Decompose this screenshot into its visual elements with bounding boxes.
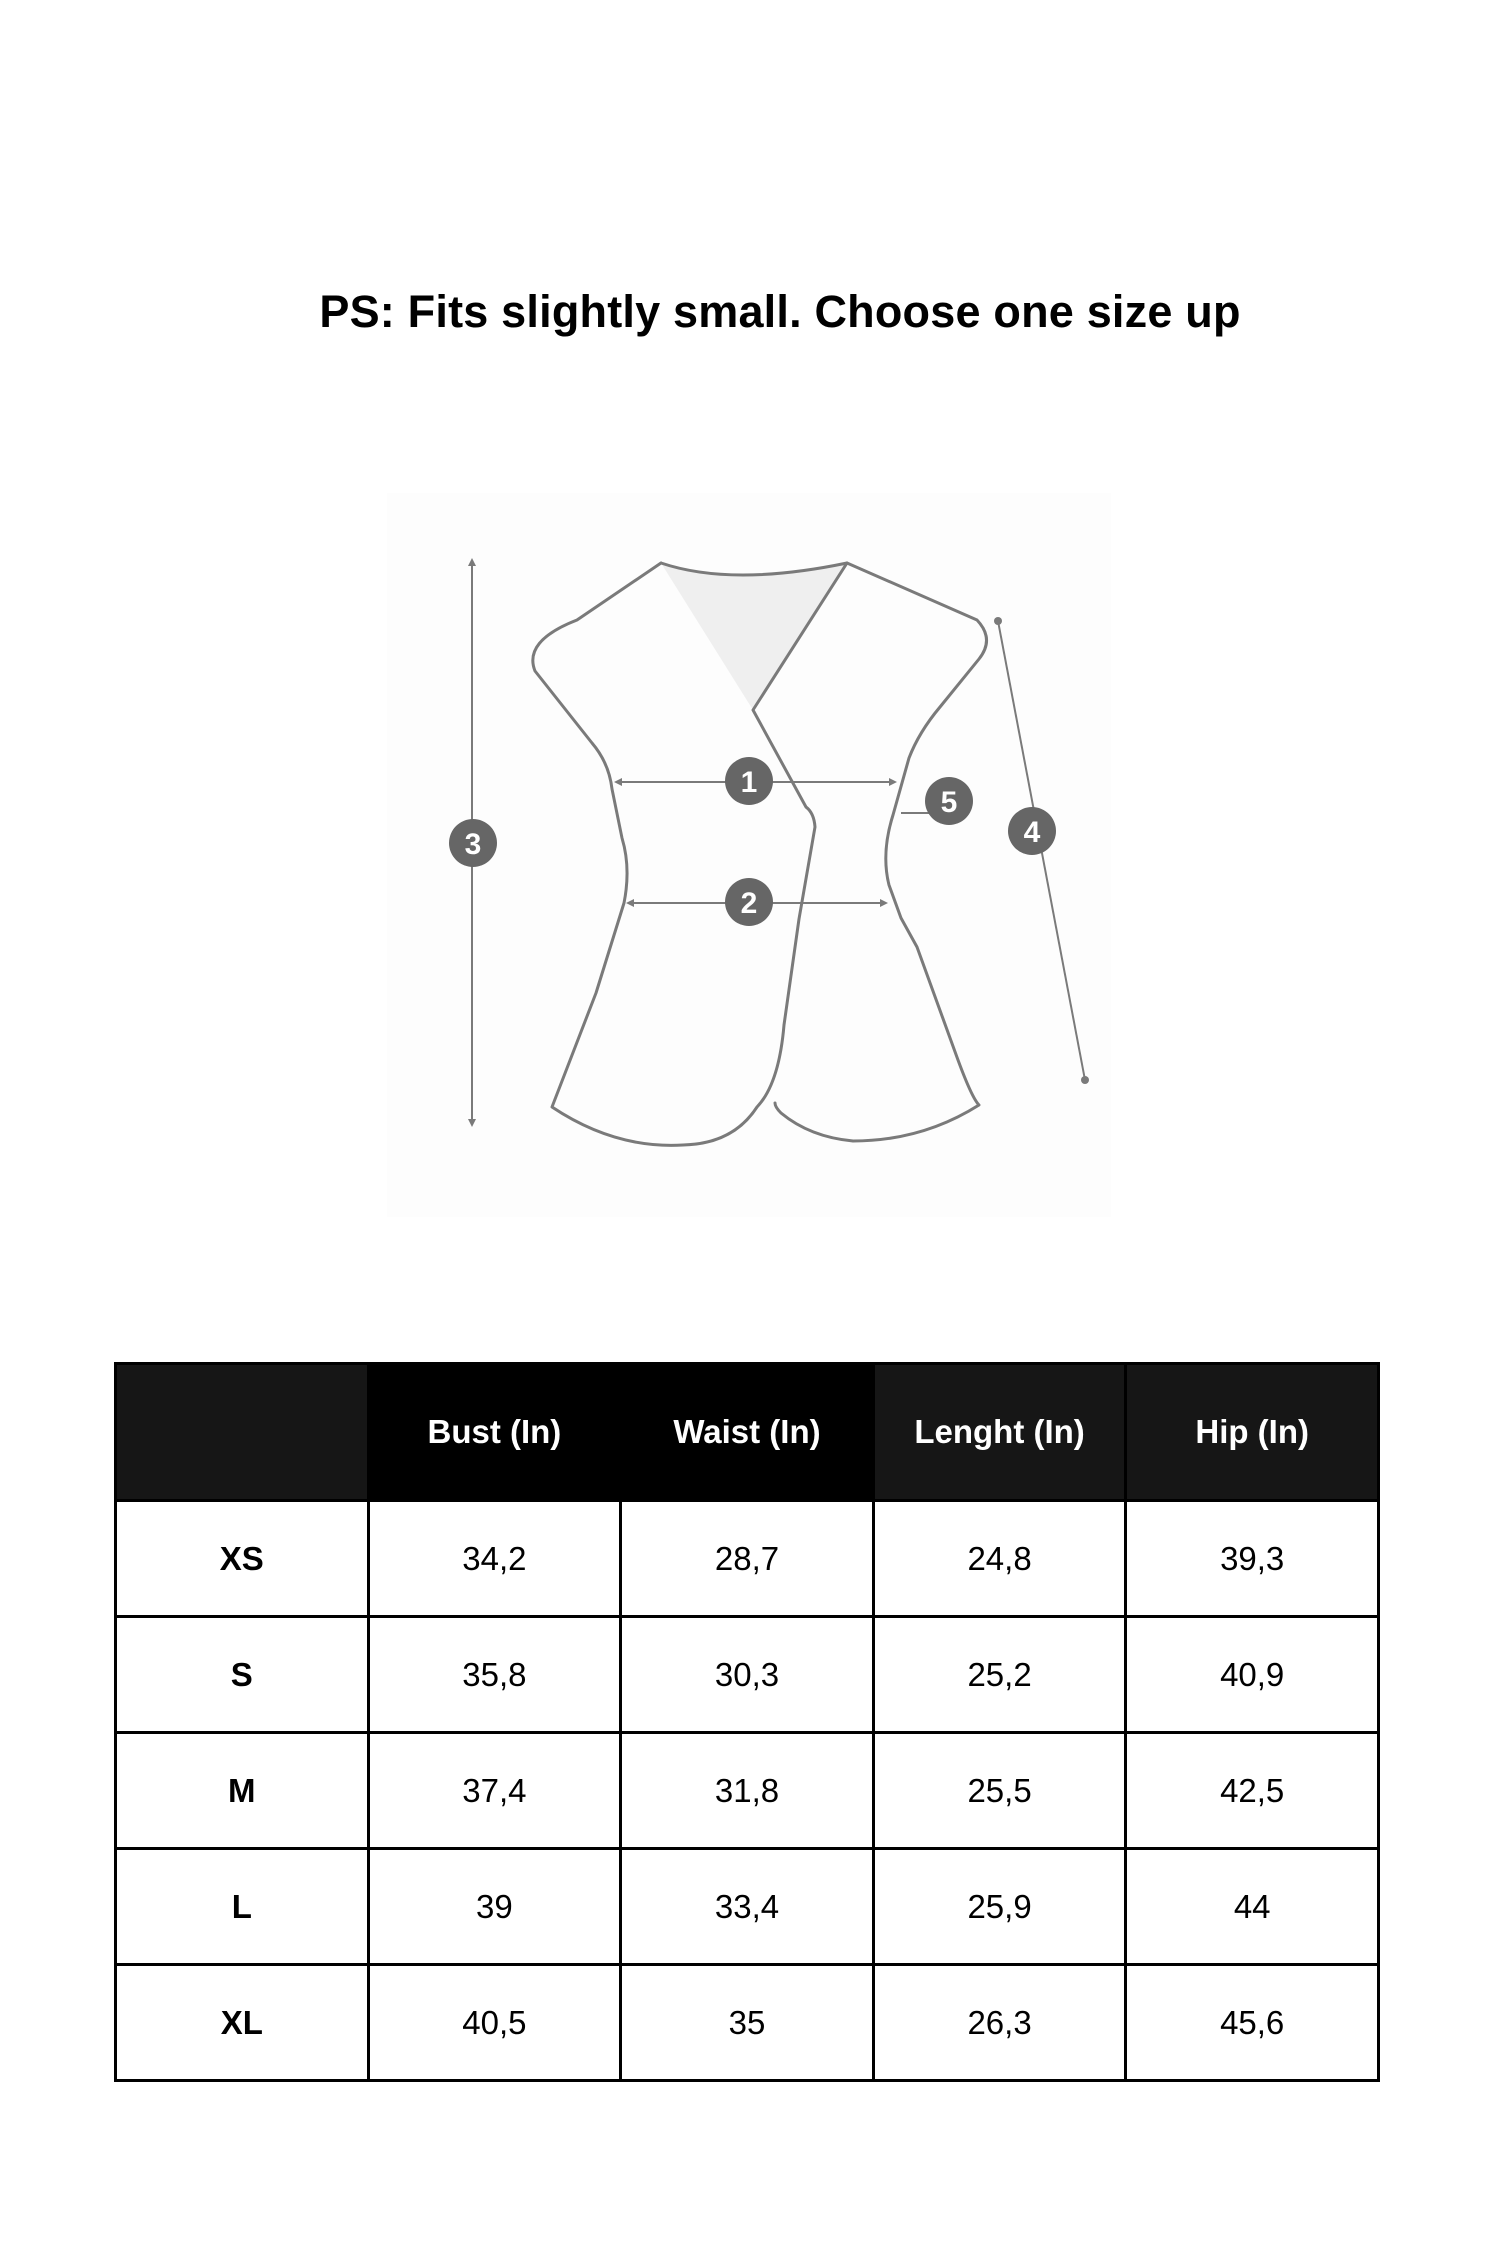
hip-value: 44	[1126, 1849, 1379, 1965]
marker-4	[1008, 807, 1056, 855]
svg-text:3: 3	[464, 828, 482, 861]
size-label: M	[116, 1733, 369, 1849]
garment-illustration	[387, 493, 1111, 1217]
fit-note: PS: Fits slightly small. Choose one size up	[319, 286, 1241, 337]
bust-value: 35,8	[368, 1617, 621, 1733]
waist-value: 28,7	[621, 1501, 874, 1617]
waist-value: 33,4	[621, 1849, 874, 1965]
table-header-row	[116, 1364, 1379, 1501]
hip-value: 40,9	[1126, 1617, 1379, 1733]
waist-value: 35	[621, 1965, 874, 2081]
table-row	[116, 1849, 1379, 1965]
header-empty-cell	[116, 1364, 369, 1501]
header-waist: Waist (In)	[621, 1364, 874, 1501]
size-label: S	[116, 1617, 369, 1733]
bust-value: 40,5	[368, 1965, 621, 2081]
bust-value: 39	[368, 1849, 621, 1965]
svg-text:2: 2	[740, 887, 758, 920]
length-value: 25,5	[873, 1733, 1126, 1849]
marker-1	[725, 757, 773, 805]
hip-value: 42,5	[1126, 1733, 1379, 1849]
length-value: 25,2	[873, 1617, 1126, 1733]
bust-value: 37,4	[368, 1733, 621, 1849]
measurement-diagram	[387, 493, 1111, 1217]
neckline-shape	[661, 563, 847, 710]
marker-3	[449, 819, 497, 867]
svg-text:4: 4	[1023, 816, 1041, 849]
size-label: XS	[116, 1501, 369, 1617]
header-hip: Hip (In)	[1126, 1364, 1379, 1501]
header-bust: Bust (In)	[368, 1364, 621, 1501]
table-row	[116, 1501, 1379, 1617]
length-value: 24,8	[873, 1501, 1126, 1617]
marker-5	[925, 777, 973, 825]
length-value: 26,3	[873, 1965, 1126, 2081]
size-label: L	[116, 1849, 369, 1965]
marker-2	[725, 878, 773, 926]
table-row	[116, 1733, 1379, 1849]
hip-value: 45,6	[1126, 1965, 1379, 2081]
table-row	[116, 1965, 1379, 2081]
header-length: Lenght (In)	[873, 1364, 1126, 1501]
waist-value: 31,8	[621, 1733, 874, 1849]
svg-text:1: 1	[740, 766, 758, 799]
table-row	[116, 1617, 1379, 1733]
hip-value: 39,3	[1126, 1501, 1379, 1617]
size-label: XL	[116, 1965, 369, 2081]
bust-value: 34,2	[368, 1501, 621, 1617]
size-chart-table	[114, 1362, 1380, 2082]
length-value: 25,9	[873, 1849, 1126, 1965]
waist-value: 30,3	[621, 1617, 874, 1733]
garment-left-body	[533, 563, 847, 1145]
svg-text:5: 5	[940, 786, 958, 819]
garment-right-body	[775, 563, 987, 1141]
